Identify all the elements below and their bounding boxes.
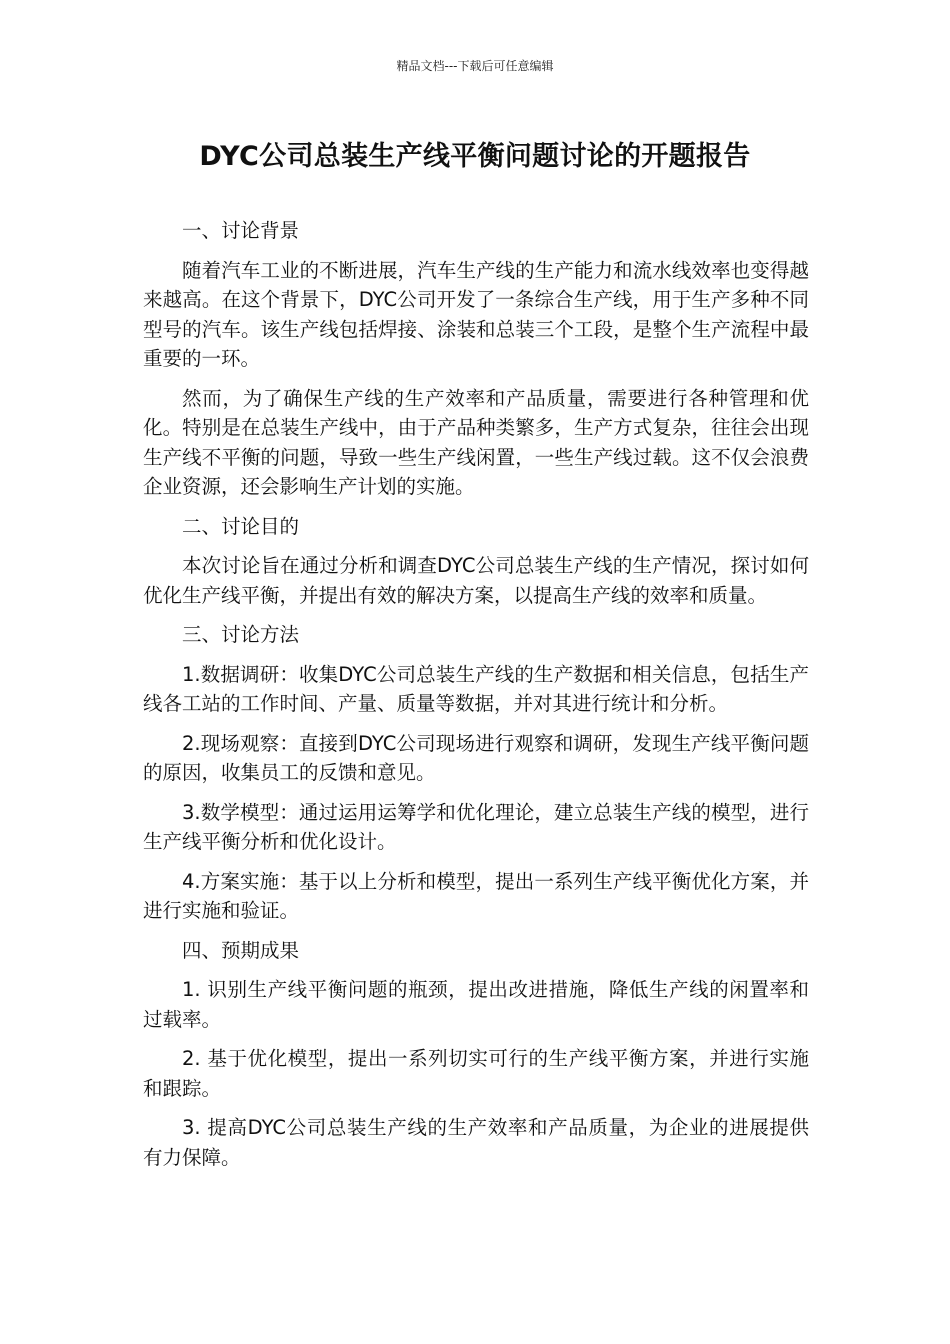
section-method xyxy=(143,620,809,926)
paragraph: 本次讨论旨在通过分析和调查DYC公司总装生产线的生产情况，探讨如何优化生产线平衡，并提出有效的解决方案，以提高生产线的效率和质量。 xyxy=(143,554,809,607)
page-header: 精品文档---下载后可任意编辑 xyxy=(396,59,554,73)
section-expected-results xyxy=(143,936,809,1173)
list-item: 3. 提高DYC公司总装生产线的生产效率和产品质量，为企业的进展提供有力保障。 xyxy=(143,1116,809,1169)
list-item: 2.现场观察：直接到DYC公司现场进行观察和调研，发现生产线平衡问题的原因，收集员工的反馈和意见。 xyxy=(143,731,809,784)
list-item: 3.数学模型：通过运用运筹学和优化理论，建立总装生产线的模型，进行生产线平衡分析和优化设计。 xyxy=(143,800,809,853)
section-purpose xyxy=(143,512,809,611)
paragraph: 随着汽车工业的不断进展，汽车生产线的生产能力和流水线效率也变得越来越高。在这个背景下，DYC公司开发了一条综合生产线，用于生产多种不同型号的汽车。该生产线包括焊接、涂装和总装三个工段，是整个生产流程中最重要的一环。 xyxy=(143,258,809,370)
document-title: DYC公司总装生产线平衡问题讨论的开题报告 xyxy=(199,141,751,172)
section-heading: 三、讨论方法 xyxy=(182,623,300,646)
list-item: 1. 识别生产线平衡问题的瓶颈，提出改进措施，降低生产线的闲置率和过载率。 xyxy=(143,978,809,1031)
section-heading: 一、讨论背景 xyxy=(182,219,300,242)
list-item: 1.数据调研：收集DYC公司总装生产线的生产数据和相关信息，包括生产线各工站的工作时间、产量、质量等数据，并对其进行统计和分析。 xyxy=(143,662,809,715)
list-item: 2. 基于优化模型，提出一系列切实可行的生产线平衡方案，并进行实施和跟踪。 xyxy=(143,1047,809,1100)
paragraph: 然而，为了确保生产线的生产效率和产品质量，需要进行各种管理和优化。特别是在总装生产线中，由于产品种类繁多，生产方式复杂，往往会出现生产线不平衡的问题，导致一些生产线闲置，一些生产线过载。这不仅会浪费企业资源，还会影响生产计划的实施。 xyxy=(143,386,809,498)
section-background xyxy=(143,216,809,502)
list-item: 4.方案实施：基于以上分析和模型，提出一系列生产线平衡优化方案，并进行实施和验证。 xyxy=(143,869,809,922)
section-heading: 四、预期成果 xyxy=(182,938,300,962)
document-body xyxy=(143,216,809,1182)
section-heading: 二、讨论目的 xyxy=(182,514,300,538)
